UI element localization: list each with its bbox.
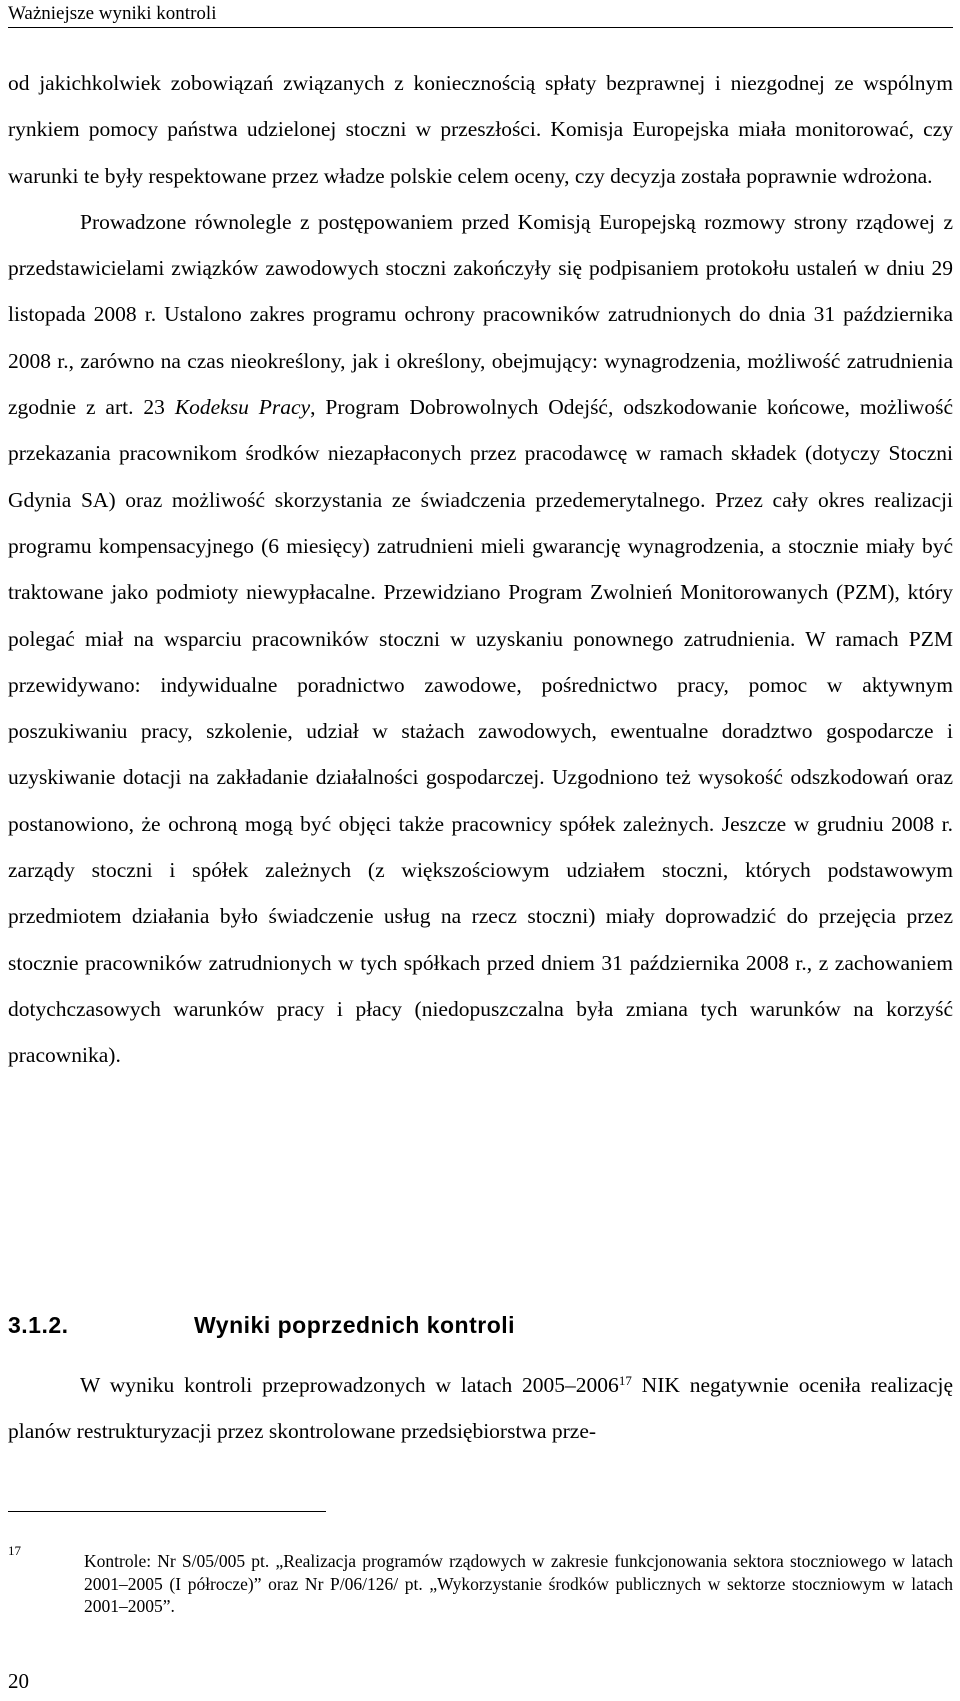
kodeks-pracy-italic: Kodeksu Pracy bbox=[174, 395, 311, 420]
footnote-reference[interactable]: 17 bbox=[618, 1373, 632, 1388]
page-number: 20 bbox=[8, 1669, 29, 1693]
footnote-number: 17 bbox=[8, 1543, 21, 1558]
main-text-block bbox=[8, 60, 953, 1079]
section-title: Wyniki poprzednich kontroli bbox=[194, 1312, 516, 1338]
footnote-text: Kontrole: Nr S/05/005 pt. „Realizacja programów rządowych w zakresie funkcjonowania sektora stoczniowego w latach 2001–2005 (I półrocze)” oraz Nr P/06/126/ pt. „Wykorzystanie środków publicznych w sektorze stoczniowym w latach 2001–2005”. bbox=[84, 1551, 953, 1616]
section-text-block bbox=[8, 1362, 953, 1455]
paragraph-continuation: od jakichkolwiek zobowiązań związanych z koniecznością spłaty bezprawnej i niezgodnej ze wspólnym rynkiem pomocy państwa udzielonej stoczni w przeszłości. Komisja Europejska miała monitorować, czy warunki te były respektowane przez władze polskie celem oceny, czy decyzja została poprawnie wdrożona. bbox=[8, 71, 953, 188]
paragraph-negotiations bbox=[8, 199, 953, 1079]
paragraph-previous-audits bbox=[8, 1362, 953, 1455]
paragraph-negotiations-part-1: Prowadzone równolegle z postępowaniem przed Komisją Europejską rozmowy strony rządowej z przedstawicielami związków zawodowych stoczni zakończyły się podpisaniem protokołu ustaleń w dniu 29 listopada 2008 r. Ustalono zakres programu ochrony pracowników zatrudnionych do dnia 31 października 2008 r., zarówno na czas nieokreślony, jak i określony, obejmujący: wynagrodzenia, możliwość zatrudnienia zgodnie z art. 23 bbox=[8, 209, 953, 420]
section-heading bbox=[8, 1307, 953, 1343]
footnote-divider bbox=[8, 1511, 326, 1512]
paragraph-previous-audits-start: W wyniku kontroli przeprowadzonych w latach 2005–2006 bbox=[80, 1373, 619, 1397]
running-header: Ważniejsze wyniki kontroli bbox=[8, 3, 217, 24]
paragraph-previous-audits-end: NIK negatywnie oceniła realizację planów restrukturyzacji przez skontrolowane przedsiębiorstwa prze- bbox=[8, 1373, 953, 1444]
paragraph-negotiations-part-2: , Program Dobrowolnych Odejść, odszkodowanie końcowe, możliwość przekazania pracownikom środków niezapłaconych przez pracodawcę w ramach składek (dotyczy Stoczni Gdynia SA) oraz możliwość skorzystania ze świadczenia przedemerytalnego. Przez cały okres realizacji programu kompensacyjnego (6 miesięcy) zatrudnieni mieli gwarancję wynagrodzenia, a stocznie miały być traktowane jako podmioty niewypłacalne. Przewidziano Program Zwolnień Monitorowanych (PZM), który polegać miał na wsparciu pracowników stoczni w uzyskaniu ponownego zatrudnienia. W ramach PZM przewidywano: indywidualne poradnictwo zawodowe, pośrednictwo pracy, pomoc w aktywnym poszukiwaniu pracy, szkolenie, udział w stażach zawodowych, ewentualne doradztwo gospodarcze i uzyskiwanie dotacji na zakładanie działalności gospodarczej. Uzgodniono też wysokość odszkodowań oraz postanowiono, że ochroną mogą być objęci także pracownicy spółek zależnych. Jeszcze w grudniu 2008 r. zarządy stoczni i spółek zależnych (z większościowym udziałem stoczni, których podstawowym przedmiotem działania było świadczenie usług na rzecz stoczni) miały doprowadzić do przejęcia przez stocznie pracowników zatrudnionych w tych spółkach przed dniem 31 października 2008 r., z zachowaniem dotychczasowych warunków pracy i płacy (niedopuszczalna była zmiana tych warunków na korzyść pracownika). bbox=[8, 395, 953, 1068]
section-number: 3.1.2. bbox=[8, 1312, 69, 1338]
header-divider bbox=[8, 27, 953, 28]
